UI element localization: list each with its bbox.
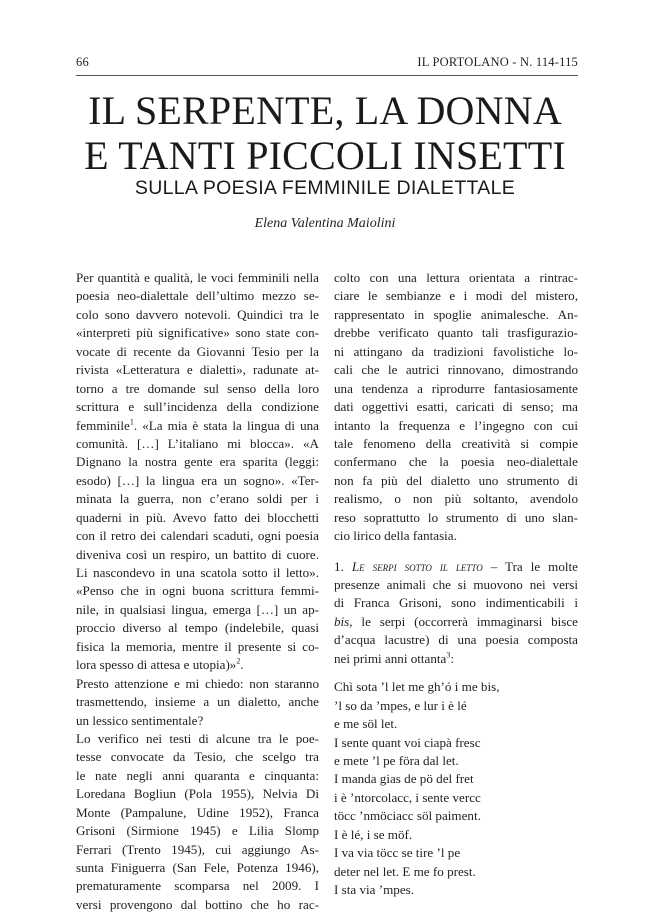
text-line: Loredana Bogliun (Pola 1955), Nelvia Di xyxy=(76,786,319,802)
article-subtitle: SULLA POESIA FEMMINILE DIALETTALE xyxy=(134,177,516,199)
text-line: rappresentato in spoglie animalesche. An- xyxy=(334,306,578,322)
text-line: poesia neo-dialettale dell’ultimo mezzo se- xyxy=(76,288,319,304)
article-author: Elena Valentina Maiolini xyxy=(254,216,396,231)
text-fragment: lora spesso di attesa e utopia)» xyxy=(76,657,237,673)
text-line: reso soprattutto lo strumento di uno slan- xyxy=(334,509,578,525)
text-line: Dignano la nostra gente era sparita (leggi: xyxy=(76,454,319,470)
text-line: tale fenomeno della creatività si compie xyxy=(334,435,578,451)
poem-line: I va via töcc se tire ’l pe xyxy=(334,845,461,861)
text-line: quaderni in più. Avevo fatto dei blocchetti xyxy=(76,509,319,525)
section-heading: Le serpi sotto il letto xyxy=(351,558,483,574)
text-line: ni attingano da tradizioni favolistiche lo- xyxy=(334,343,578,359)
text-line: prematuramente scomparsa nel 2009. I xyxy=(76,878,319,894)
paragraph-gap xyxy=(334,546,578,558)
poem-line: Chì sota ’l let me gh’ó i me bis, xyxy=(334,679,500,695)
text-line: di Franca Grisoni, sono indimenticabili i xyxy=(334,595,578,611)
poem-quote xyxy=(334,678,578,899)
page-number: 66 xyxy=(76,55,89,69)
right-column xyxy=(334,269,578,899)
section-heading-line xyxy=(334,558,578,576)
text-line: presenze animali che si muovono nei versi xyxy=(334,577,578,592)
text-line: con il retro dei calendari scaduti, ogni poesia xyxy=(76,528,319,544)
italic-word: bis xyxy=(334,613,350,629)
text-line: vocate di recente da Giovanni Tesio per la xyxy=(76,343,319,359)
text-line: d’acqua lacustre) di una poesia composta xyxy=(334,632,578,648)
text-fragment: femminile xyxy=(76,417,130,433)
poem-line: I è lé, i se möf. xyxy=(334,826,413,842)
title-line-2: E TANTI PICCOLI INSETTI xyxy=(84,133,566,178)
text-line: non fa più del dialetto uno strumento di xyxy=(334,472,578,488)
text-line: comunità. […] L’italiano mi blocca». «A xyxy=(76,435,319,451)
text-line: Grisoni (Sirmione 1945) e Lilia Slomp xyxy=(76,823,319,839)
text-fragment: , le serpi (occorrerà immaginarsi bisce xyxy=(349,613,578,629)
text-line: Monte (Pampalune, Udine 1952), Franca xyxy=(76,804,319,820)
text-line: sunta Finiguerra (San Fele, Potenza 1946), xyxy=(76,860,319,875)
text-line: proccio diverso al tempo (indelebile, quasi xyxy=(76,620,319,636)
text-fragment: : xyxy=(450,650,454,666)
text-line: esodo) […] la lingua era un sogno». «Ter- xyxy=(76,472,319,488)
text-line: dati oggettivi esatti, caricati di senso; ma xyxy=(334,399,578,415)
poem-line: e me söl let. xyxy=(334,716,398,732)
left-column xyxy=(76,269,319,914)
poem-line: i è ’ntorcolacc, i sente vercc xyxy=(334,789,481,805)
text-line: cio lirico della fantasia. xyxy=(334,528,457,544)
text-line: «interpreti più significative» sono state con- xyxy=(76,325,319,341)
text-line: minata la guerra, non c’erano soldi per i xyxy=(76,491,319,507)
text-line: diveniva così un respiro, un battito di cuore. xyxy=(76,546,319,562)
text-line: versi provengono dal bottino che ho rac- xyxy=(76,896,319,912)
text-line: fisica la memoria, mentre il presente si co- xyxy=(76,638,319,654)
footnote-ref-1[interactable]: 1 xyxy=(129,417,134,427)
text-fragment: . xyxy=(240,657,244,673)
section-number: 1. xyxy=(334,558,344,574)
poem-line: e mete ’l pe föra dal let. xyxy=(334,752,459,768)
text-line: nile, in qualsiasi lingua, emerga […] un ap- xyxy=(76,601,319,617)
text-line: trasmettendo, insieme a un dialetto, anche xyxy=(76,694,319,710)
poem-line: ’l so da ’mpes, e lur i è lé xyxy=(334,697,467,713)
text-line xyxy=(76,417,319,435)
text-line: tesse convocate da Tesio, che scelgo tra xyxy=(76,749,319,765)
text-line: una tendenza a riprodurre fantasiosamente xyxy=(334,380,578,396)
text-line: un lessico sentimentale? xyxy=(76,712,204,728)
text-line: confermano che la poesia neo-dialettale xyxy=(334,454,578,470)
text-line: realismo, o non più soltanto, avendolo xyxy=(334,491,578,507)
text-line: scrittura e sull’incidenza della condizione xyxy=(76,399,319,415)
text-line xyxy=(76,656,319,674)
text-fragment: . «La mia è stata la lingua di una xyxy=(133,417,319,433)
header-rule xyxy=(76,75,578,76)
text-line: cali che le autrici rinnovano, dimostrando xyxy=(334,362,578,378)
text-line: Li nascondevo in una scatola sotto il letto». xyxy=(76,565,319,580)
text-line: le nate negli anni quaranta e cinquanta: xyxy=(76,767,319,783)
text-line: Lo verifico nei testi di alcune tra le poe- xyxy=(76,730,319,746)
text-fragment: nei primi anni ottanta xyxy=(334,650,447,666)
poem-line: I sta via ’mpes. xyxy=(334,882,414,897)
text-line: rivista «Letteratura e dialetti», radunate at- xyxy=(76,362,319,378)
text-line: intanto la frequenza e l’ingegno con cui xyxy=(334,417,578,433)
text-fragment: – Tra le molte xyxy=(482,558,578,574)
text-line: drebbe verificato quanto tali trasfigurazio- xyxy=(334,325,578,341)
poem-line: töcc ’nmöciacc söl paiment. xyxy=(334,808,481,824)
text-line: Presto attenzione e mi chiedo: non staranno xyxy=(76,675,319,691)
poem-line: I sente quant voi ciapà fresc xyxy=(334,734,481,750)
footnote-ref-2[interactable]: 2 xyxy=(236,656,241,666)
text-line: Ferrari (Trento 1945), cui aggiungo As- xyxy=(76,841,319,857)
text-line: ciare le sembianze e i modi del mistero, xyxy=(334,288,578,304)
article-title xyxy=(0,88,650,178)
text-line: «Penso che in ogni buona scrittura femmi- xyxy=(76,583,319,599)
text-line: colo sono davvero notevoli. Quindici tra le xyxy=(76,306,319,322)
poem-line: I manda gias de pö del fret xyxy=(334,771,474,787)
journal-running-head: IL PORTOLANO - N. 114-115 xyxy=(417,55,578,69)
poem-line: deter nel let. E me fo prest. xyxy=(334,863,476,879)
text-line: torno a tre domande sul senso della loro xyxy=(76,380,319,396)
text-line xyxy=(334,650,578,668)
text-line: colto con una lettura orientata a rintrac- xyxy=(334,270,578,285)
text-line xyxy=(334,613,578,631)
text-line: Per quantità e qualità, le voci femminili nella xyxy=(76,270,319,285)
title-line-1: IL SERPENTE, LA DONNA xyxy=(88,88,562,133)
footnote-ref-3[interactable]: 3 xyxy=(446,650,451,660)
paragraph-gap xyxy=(334,668,578,678)
